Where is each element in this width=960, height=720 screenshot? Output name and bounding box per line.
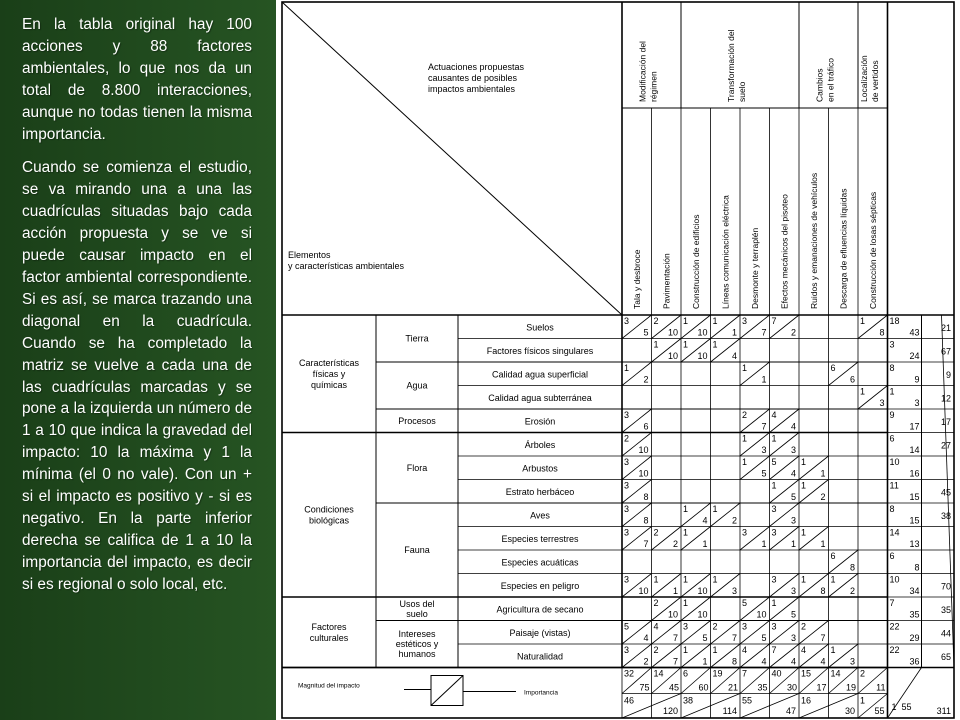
row-total-importance: 24 [909,351,920,361]
cell-importance: 2 [820,492,826,502]
cell-importance: 10 [638,468,649,479]
subcategory-label: Flora [406,462,428,473]
cell-magnitude: 1 [742,457,748,467]
cell-magnitude: 2 [653,598,659,608]
cell-importance: 2 [849,586,855,596]
category-label: Factores [311,621,347,632]
subcategory-label: Procesos [398,415,436,426]
row-total-sum: 70 [940,581,951,592]
action-label: Descarga de efluencias líquidas [838,188,849,309]
row-total-magnitude: 8 [889,504,895,514]
cell-magnitude: 3 [624,410,630,420]
factor-label: Calidad agua superficial [491,369,589,380]
cell-magnitude: 3 [624,480,630,491]
group-total-magnitude: 46 [624,695,635,706]
action-group-label: de vertidos [869,60,880,102]
cell-importance: 2 [672,539,678,549]
cell-importance: 8 [731,656,737,667]
group-total-importance: 55 [874,706,885,716]
column-total-magnitude: 19 [712,668,723,679]
cell-importance: 3 [761,445,767,455]
cell-importance: 3 [731,586,737,596]
cell-magnitude: 1 [683,598,689,608]
cell-importance: 3 [879,398,885,408]
cell-importance: 8 [643,515,649,526]
factor-label: Agricultura de secano [496,604,584,615]
subcategory-label: estéticos y [395,639,439,649]
explanation-text [22,14,252,608]
cell-magnitude: 6 [830,363,836,373]
group-total-importance: 120 [662,706,678,716]
row-total-sum: 65 [940,651,951,662]
row-total-sum: 38 [940,510,951,521]
cell-importance: 2 [790,327,796,338]
paragraph-1: En la tabla original hay 100 acciones y 88 factores ambientales, lo que nos da un total de 8.800 interacciones, aunque no todas tienen la misma importancia. [22,16,252,143]
cell-importance: 10 [697,351,708,361]
action-group-label: régimen [648,71,659,102]
column-total-magnitude: 7 [742,668,748,679]
cell-magnitude: 6 [830,551,836,561]
cell-magnitude: 1 [830,574,836,585]
grand-total-importance: 55 [901,702,912,712]
action-group-label: Localización [858,55,869,102]
column-total-importance: 60 [698,682,709,693]
factor-label: Paisaje (vistas) [509,627,571,638]
factor-label: Especies terrestres [501,533,579,544]
cell-importance: 4 [790,656,796,667]
cell-magnitude: 1 [742,363,748,373]
row-total-importance: 9 [914,374,920,385]
group-total-magnitude: 16 [801,695,812,706]
cell-importance: 7 [672,656,678,667]
cell-importance: 6 [849,374,855,385]
cell-importance: 7 [820,633,826,643]
subcategory-label: Fauna [404,545,430,555]
cell-magnitude: 1 [712,339,718,350]
cell-importance: 5 [702,633,708,643]
cell-importance: 1 [731,327,737,338]
subcategory-label: Usos del [399,598,435,609]
cell-importance: 8 [820,586,826,596]
action-group-label: suelo [737,81,747,102]
column-total-importance: 11 [876,682,886,693]
subcategory-label: Agua [406,380,428,391]
cell-magnitude: 1 [742,433,748,444]
row-total-sum: 44 [940,628,951,639]
action-label: Efectos mecánicos del pisoteo [779,194,790,309]
actions-title: Actuaciones propuestas [428,62,525,72]
row-total-magnitude: 11 [889,480,899,491]
cell-magnitude: 2 [712,621,718,632]
cell-magnitude: 1 [771,480,777,491]
row-total-sum: 27 [940,440,951,451]
category-label: Condiciones [304,504,354,515]
cell-magnitude: 1 [624,363,630,373]
row-total-importance: 13 [909,539,920,549]
factor-label: Calidad agua subterránea [488,392,592,403]
group-total-importance: 30 [844,706,855,716]
subcategory-label: suelo [406,608,428,619]
row-total-magnitude: 6 [889,551,895,561]
factor-label: Estrato herbáceo [505,486,575,497]
column-total-importance: 19 [845,682,856,693]
cell-importance: 5 [790,609,796,620]
cell-magnitude: 3 [771,574,777,585]
cell-magnitude: 3 [742,316,748,326]
cell-importance: 10 [667,327,678,338]
cell-importance: 1 [702,656,708,667]
grand-total-sum: 311 [936,706,951,716]
cell-magnitude: 1 [683,527,689,538]
cell-magnitude: 4 [742,645,748,655]
factor-label: Especies acuáticas [501,557,579,568]
cell-magnitude: 3 [771,621,777,632]
cell-magnitude: 1 [801,480,807,491]
factor-label: Arbustos [522,463,558,474]
group-total-importance: 114 [722,706,737,716]
cell-magnitude: 2 [653,645,659,655]
cell-importance: 1 [702,539,708,549]
row-total-magnitude: 3 [889,339,895,350]
cell-magnitude: 1 [712,316,718,326]
subcategory-label: Intereses [398,629,436,639]
cell-importance: 7 [643,539,649,549]
cell-magnitude: 3 [624,645,630,655]
row-total-sum: 21 [940,322,951,333]
cell-magnitude: 2 [624,433,630,444]
cell-magnitude: 3 [624,457,630,467]
cell-magnitude: 1 [683,316,689,326]
cell-importance: 10 [697,609,708,620]
cell-magnitude: 5 [624,621,630,632]
action-label: Pavimentación [661,253,672,309]
cell-magnitude: 1 [712,574,718,585]
cell-importance: 8 [879,327,885,338]
cell-magnitude: 1 [653,339,659,350]
column-total-magnitude: 32 [624,668,635,679]
cell-importance: 5 [790,492,796,502]
factor-label: Erosión [524,416,556,427]
cell-importance: 1 [761,374,767,385]
cell-magnitude: 7 [771,645,777,655]
cell-importance: 3 [790,586,796,596]
cell-magnitude: 1 [801,527,807,538]
cell-magnitude: 3 [624,527,630,538]
column-total-importance: 17 [816,682,827,693]
row-total-importance: 3 [914,398,920,408]
cell-importance: 8 [643,492,649,502]
cell-importance: 4 [643,633,649,643]
actions-title: impactos ambientales [428,84,516,94]
matrix-svg [276,0,960,720]
cell-importance: 6 [643,421,649,432]
cell-magnitude: 1 [860,386,866,397]
cell-magnitude: 1 [771,433,777,444]
action-label: Construcción de edificios [690,214,701,309]
cell-importance: 5 [761,468,767,479]
factor-label: Especies en peligro [500,580,580,591]
factor-label: Naturalidad [516,651,564,662]
factor-label: Factores físicos singulares [486,345,594,356]
cell-magnitude: 1 [830,645,836,655]
column-total-magnitude: 15 [801,668,812,679]
cell-importance: 8 [849,562,855,573]
row-total-magnitude: 7 [889,598,895,608]
subcategory-label: Tierra [405,333,429,344]
cell-magnitude: 5 [742,598,748,608]
group-total-magnitude: 55 [742,695,753,706]
cell-magnitude: 1 [683,504,689,514]
row-total-sum: 9 [945,369,951,380]
cell-magnitude: 4 [653,621,659,632]
row-total-importance: 29 [909,633,920,643]
cell-magnitude: 7 [771,316,777,326]
category-label: químicas [310,379,348,390]
row-total-magnitude: 22 [889,645,900,655]
subcategory-label: humanos [398,649,436,659]
cell-importance: 4 [761,656,767,667]
cell-magnitude: 3 [624,316,630,326]
row-total-importance: 17 [909,421,920,432]
cell-importance: 10 [697,586,708,596]
row-total-importance: 15 [909,515,920,526]
column-total-importance: 75 [639,682,650,693]
column-total-magnitude: 2 [860,668,866,679]
column-total-importance: 30 [786,682,797,693]
cell-importance: 4 [702,515,708,526]
cell-magnitude: 4 [771,410,777,420]
row-total-magnitude: 6 [889,433,895,444]
group-total-magnitude: 1 [860,695,866,706]
action-label: Desmonte y terraplén [749,227,760,309]
column-total-magnitude: 14 [653,668,664,679]
cell-magnitude: 3 [683,621,689,632]
cell-importance: 10 [667,609,678,620]
category-label: biológicas [308,515,350,526]
cell-magnitude: 3 [742,527,748,538]
cell-magnitude: 3 [771,504,777,514]
row-total-importance: 14 [909,445,920,455]
cell-importance: 1 [820,539,826,549]
cell-magnitude: 3 [771,527,777,538]
row-total-magnitude: 22 [889,621,900,632]
row-total-magnitude: 14 [889,527,900,538]
cell-magnitude: 3 [742,621,748,632]
category-label: culturales [309,632,349,643]
cell-importance: 10 [638,586,649,596]
cell-magnitude: 5 [771,457,777,467]
action-group-label: Cambios [814,68,825,102]
row-total-importance: 16 [909,468,920,479]
row-total-sum: 45 [940,487,951,498]
action-label: Líneas comunicación eléctrica [720,195,731,309]
category-label: Características [298,357,360,368]
cell-magnitude: 1 [683,574,689,585]
cell-importance: 4 [790,468,796,479]
row-total-magnitude: 8 [889,363,895,373]
cell-importance: 7 [761,327,767,338]
cell-importance: 3 [790,515,796,526]
cell-magnitude: 2 [653,527,659,538]
action-label: Construcción de losas sépticas [867,191,878,309]
cell-magnitude: 3 [624,574,630,585]
row-total-importance: 15 [909,492,920,502]
cell-magnitude: 2 [801,621,807,632]
column-total-magnitude: 6 [683,668,689,679]
row-total-magnitude: 10 [889,457,900,467]
cell-magnitude: 1 [771,598,777,608]
cell-magnitude: 1 [712,504,718,514]
column-total-importance: 21 [727,682,738,693]
cell-importance: 10 [697,327,708,338]
cell-magnitude: 1 [860,316,866,326]
cell-magnitude: 1 [653,574,659,585]
row-total-magnitude: 9 [889,410,895,420]
cell-importance: 5 [761,633,767,643]
cell-magnitude: 1 [683,339,689,350]
row-total-sum: 35 [940,604,951,615]
cell-importance: 7 [761,421,767,432]
column-total-importance: 35 [757,682,768,693]
legend-importance-label: Importancia [524,689,558,697]
cell-importance: 7 [672,633,678,643]
cell-importance: 2 [731,515,737,526]
cell-importance: 2 [643,656,649,667]
leopold-matrix [276,0,960,720]
column-total-importance: 45 [668,682,679,693]
row-total-sum: 67 [940,346,951,357]
cell-importance: 3 [849,656,855,667]
column-total-magnitude: 40 [771,668,782,679]
cell-importance: 4 [790,421,796,432]
action-group-label: en el tráfico [825,58,836,102]
action-label: Ruidos y emanaciones de vehículos [808,172,819,309]
cell-magnitude: 2 [653,316,659,326]
group-total-magnitude: 38 [683,695,694,706]
cell-importance: 1 [820,468,826,479]
cell-importance: 3 [790,633,796,643]
cell-magnitude: 1 [801,574,807,585]
matrix-frame [282,2,954,718]
group-total-importance: 47 [785,706,796,716]
cell-importance: 5 [643,327,649,338]
cell-importance: 1 [672,586,678,596]
cell-magnitude: 1 [801,457,807,467]
actions-title: causantes de posibles [428,73,518,83]
row-total-importance: 43 [909,327,920,338]
action-group-label: Transformación del [726,29,736,102]
row-total-magnitude: 18 [889,316,900,326]
cell-importance: 4 [820,656,826,667]
legend-magnitude-label: Magnitud del impacto [298,682,360,690]
paragraph-2: Cuando se comienza el estudio, se va mirando una a una las cuadrículas situadas bajo cada acción propuesta y se ve si puede causar impacto en el factor ambiental correspondiente. Si es así, se marca trazando una diagonal en la cuadrícula. Cuando se ha completado la matriz se vuelve a cada una de las cuadrículas marcadas y se pone a la izquierda un número de 1 a 10 que indica la gravedad del impacto: 10 la máxima y 1 la mínima (el 0 no vale). Con un + si el impacto es positivo y - si es negativo. En la parte inferior derecha se califica de 1 a 10 la importancia del impacto, es decir si es regional o solo local, etc. [22,159,252,593]
factor-label: Suelos [526,322,554,333]
elements-title: Elementos [288,250,331,260]
cell-importance: 2 [643,374,649,385]
row-total-magnitude: 10 [889,574,900,585]
cell-magnitude: 4 [801,645,807,655]
category-label: físicas y [312,368,346,379]
column-total-magnitude: 14 [830,668,841,679]
row-total-magnitude: 1 [889,386,895,397]
row-total-importance: 8 [914,562,920,573]
cell-magnitude: 1 [712,645,718,655]
cell-importance: 10 [638,445,649,455]
factor-label: Árboles [524,439,556,450]
cell-importance: 10 [756,609,767,620]
cell-importance: 1 [761,539,767,549]
cell-magnitude: 1 [683,645,689,655]
legend-box-diagonal [431,676,463,706]
factor-label: Aves [530,510,550,521]
grand-total-magnitude: 1 [891,702,897,712]
cell-importance: 7 [731,633,737,643]
row-total-sum: 17 [940,416,951,427]
action-label: Tala y desbroce [631,249,642,309]
elements-title: y características ambientales [288,261,405,271]
row-total-importance: 36 [909,656,920,667]
row-total-importance: 34 [909,586,920,596]
cell-importance: 1 [790,539,796,549]
row-total-sum: 12 [940,393,951,404]
action-group-label: Modificación del [637,41,648,102]
cell-magnitude: 3 [624,504,630,514]
cell-importance: 10 [667,351,678,361]
cell-importance: 4 [731,351,737,361]
cell-importance: 3 [790,445,796,455]
cell-magnitude: 2 [742,410,748,420]
row-total-importance: 35 [909,609,920,620]
